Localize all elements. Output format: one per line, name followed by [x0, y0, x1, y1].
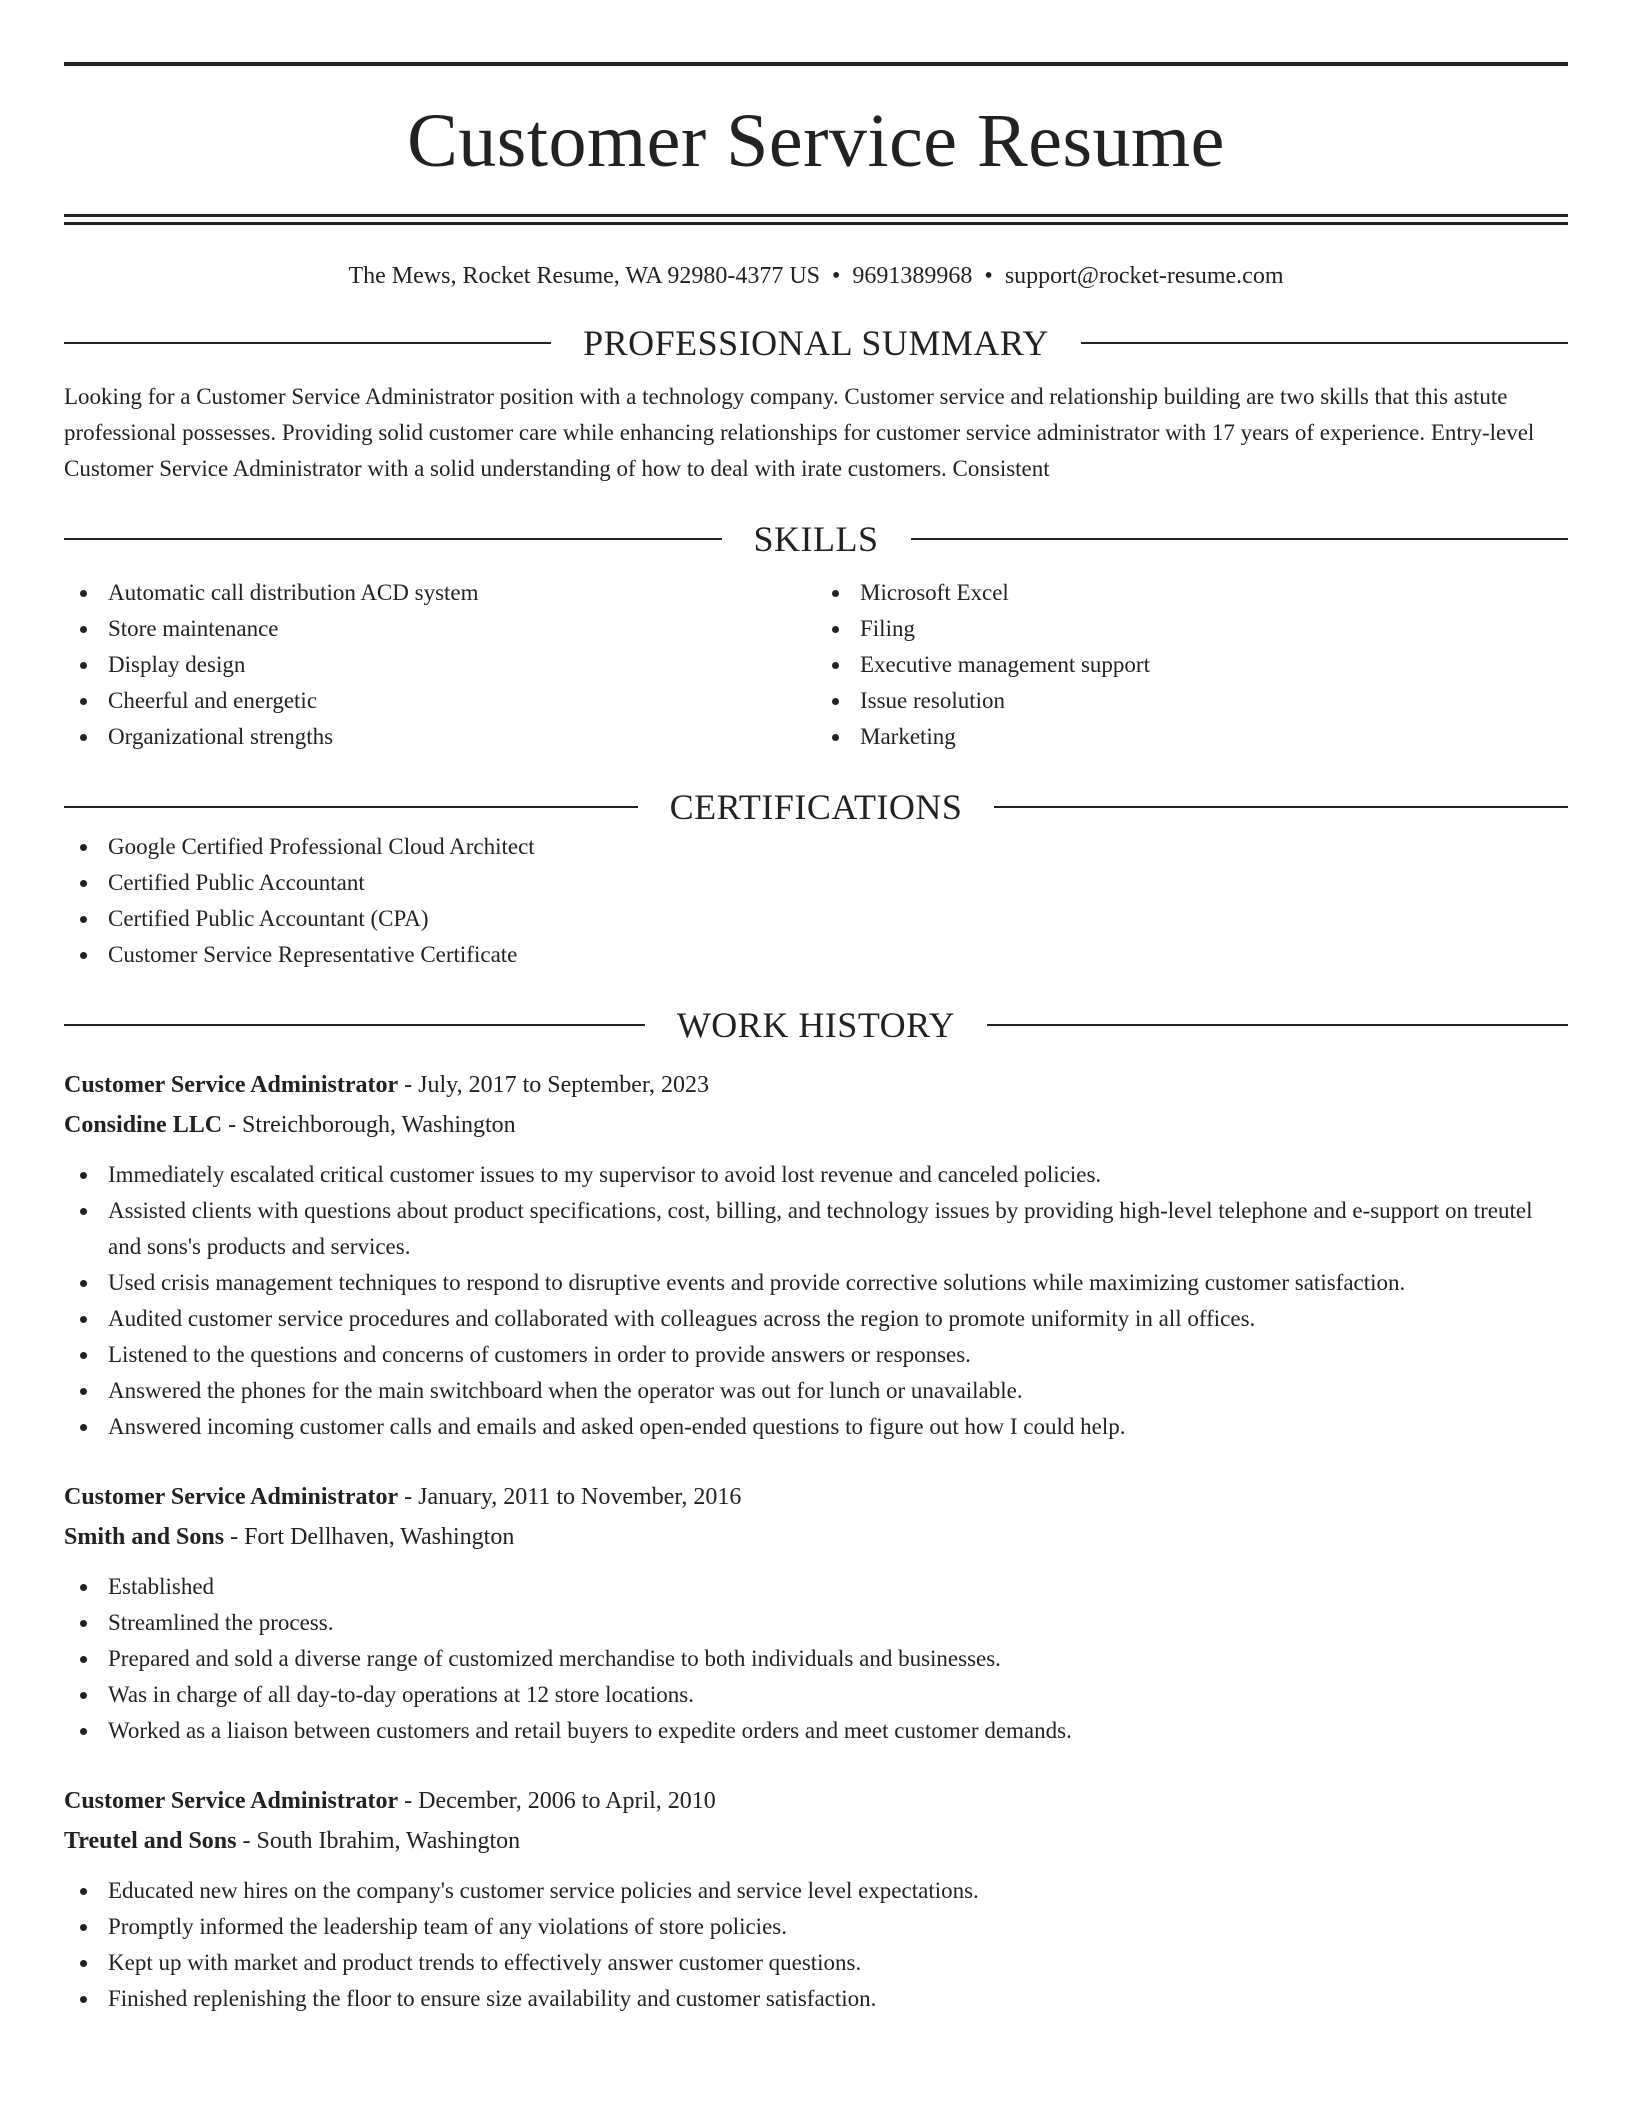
- job-bullet: Assisted clients with questions about product specifications, cost, billing, and technology issues by providing high-level telephone and e-support on treutel and sons's products and services.: [64, 1193, 1568, 1265]
- job-bullet: Finished replenishing the floor to ensure size availability and customer satisfaction.: [64, 1981, 1568, 2017]
- job-dates: - July, 2017 to September, 2023: [404, 1072, 709, 1098]
- skill-item: Organizational strengths: [64, 719, 816, 755]
- job-bullet: Answered incoming customer calls and emails and asked open-ended questions to figure out how I could help.: [64, 1409, 1568, 1445]
- job-bullets: [64, 1569, 1568, 1749]
- header-double-rule: [64, 214, 1568, 225]
- section-rule-left: [64, 806, 638, 808]
- job-title-line: [64, 1477, 1568, 1517]
- skills-list: [64, 575, 1568, 755]
- job-dates: - January, 2011 to November, 2016: [404, 1484, 742, 1510]
- job-title: Customer Service Administrator: [64, 1072, 399, 1098]
- section-title-certifications: CERTIFICATIONS: [669, 787, 963, 827]
- contact-address: The Mews, Rocket Resume, WA 92980-4377 US: [348, 263, 820, 289]
- section-rule-left: [64, 342, 551, 344]
- job-bullet: Listened to the questions and concerns of customers in order to provide answers or responses.: [64, 1337, 1568, 1373]
- job-title: Customer Service Administrator: [64, 1484, 399, 1510]
- section-rule-right: [911, 538, 1569, 540]
- skill-item: Filing: [816, 611, 1568, 647]
- skills-column-left: [64, 575, 816, 755]
- job-bullet: Established: [64, 1569, 1568, 1605]
- job-company-line: [64, 1821, 1568, 1861]
- job-bullet: Was in charge of all day-to-day operations at 12 store locations.: [64, 1677, 1568, 1713]
- job-bullets: [64, 1157, 1568, 1445]
- skill-item: Marketing: [816, 719, 1568, 755]
- contact-email: support@rocket-resume.com: [1004, 263, 1284, 289]
- section-rule-right: [987, 1024, 1568, 1026]
- job-bullet: Prepared and sold a diverse range of customized merchandise to both individuals and businesses.: [64, 1641, 1568, 1677]
- job-bullet: Streamlined the process.: [64, 1605, 1568, 1641]
- contact-separator: •: [832, 263, 841, 289]
- job-bullet: Worked as a liaison between customers and retail buyers to expedite orders and meet customer demands.: [64, 1713, 1568, 1749]
- section-rule-left: [64, 538, 722, 540]
- contact-phone: 9691389968: [852, 263, 973, 289]
- job-location: - Streichborough, Washington: [228, 1112, 516, 1138]
- certification-item: Customer Service Representative Certificate: [64, 937, 1568, 973]
- job-title-line: [64, 1781, 1568, 1821]
- section-header-work-history: [64, 1003, 1568, 1047]
- certification-item: Certified Public Accountant: [64, 865, 1568, 901]
- section-header-skills: [64, 517, 1568, 561]
- resume-title: Customer Service Resume: [407, 99, 1225, 183]
- job-bullet: Educated new hires on the company's customer service policies and service level expectations.: [64, 1873, 1568, 1909]
- section-title-work-history: WORK HISTORY: [676, 1005, 956, 1045]
- job-bullet: Kept up with market and product trends to effectively answer customer questions.: [64, 1945, 1568, 1981]
- job-company: Treutel and Sons: [64, 1828, 237, 1854]
- section-header-summary: [64, 321, 1568, 365]
- certifications-list: [64, 829, 1568, 973]
- skill-item: Issue resolution: [816, 683, 1568, 719]
- section-rule-right: [994, 806, 1568, 808]
- job-title-line: [64, 1065, 1568, 1105]
- job-company-line: [64, 1517, 1568, 1557]
- certification-item: Certified Public Accountant (CPA): [64, 901, 1568, 937]
- skills-column-right: [816, 575, 1568, 755]
- skill-item: Microsoft Excel: [816, 575, 1568, 611]
- job-bullet: Answered the phones for the main switchboard when the operator was out for lunch or unavailable.: [64, 1373, 1568, 1409]
- job-bullets: [64, 1873, 1568, 2017]
- job-bullet: Used crisis management techniques to respond to disruptive events and provide corrective solutions while maximizing customer satisfaction.: [64, 1265, 1568, 1301]
- job-location: - Fort Dellhaven, Washington: [230, 1524, 515, 1550]
- section-title-summary: PROFESSIONAL SUMMARY: [583, 323, 1049, 363]
- skill-item: Automatic call distribution ACD system: [64, 575, 816, 611]
- job-bullet: Promptly informed the leadership team of any violations of store policies.: [64, 1909, 1568, 1945]
- job-dates: - December, 2006 to April, 2010: [404, 1788, 716, 1814]
- job-company: Considine LLC: [64, 1112, 223, 1138]
- job-company-line: [64, 1105, 1568, 1145]
- job-bullet: Audited customer service procedures and collaborated with colleagues across the region to promote uniformity in all offices.: [64, 1301, 1568, 1337]
- skill-item: Executive management support: [816, 647, 1568, 683]
- skill-item: Cheerful and energetic: [64, 683, 816, 719]
- section-title-skills: SKILLS: [753, 519, 879, 559]
- job-bullet: Immediately escalated critical customer issues to my supervisor to avoid lost revenue and canceled policies.: [64, 1157, 1568, 1193]
- job-company: Smith and Sons: [64, 1524, 225, 1550]
- section-rule-left: [64, 1024, 645, 1026]
- job-title: Customer Service Administrator: [64, 1788, 399, 1814]
- job-entry: [64, 1477, 1568, 1749]
- section-header-certifications: [64, 785, 1568, 829]
- skill-item: Store maintenance: [64, 611, 816, 647]
- header-top-rule: [64, 62, 1568, 66]
- job-entry: [64, 1065, 1568, 1445]
- job-location: - South Ibrahim, Washington: [242, 1828, 521, 1854]
- section-rule-right: [1081, 342, 1568, 344]
- certification-item: Google Certified Professional Cloud Architect: [64, 829, 1568, 865]
- contact-separator: •: [984, 263, 993, 289]
- job-entry: [64, 1781, 1568, 2017]
- contact-line: [64, 261, 1568, 291]
- summary-text: Looking for a Customer Service Administrator position with a technology company. Customer service and relationship building are two skills that this astute professional possesses. Providing solid customer care while enhancing relationships for customer service administrator with 17 years of experience. Entry-level Customer Service Administrator with a solid understanding of how to deal with irate customers. Consistent: [64, 384, 1535, 481]
- skill-item: Display design: [64, 647, 816, 683]
